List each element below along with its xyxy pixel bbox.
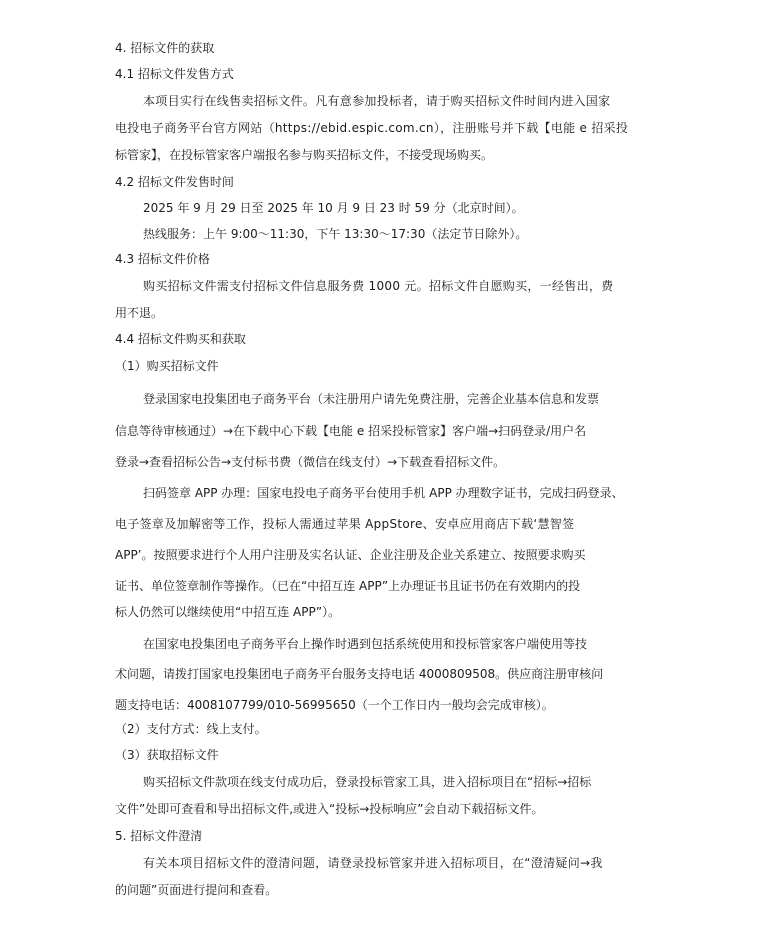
subsection-1-title: （1）购买招标文件 <box>115 359 219 373</box>
paragraph-line: 本项目实行在线售卖招标文件。凡有意参加投标者，请于购买招标文件时间内进入国家 <box>143 94 611 108</box>
paragraph-line: 登录国家电投集团电子商务平台（未注册用户请先免费注册，完善企业基本信息和发票 <box>143 392 600 406</box>
paragraph-line: 证书、单位签章制作等操作。（已在“中招互连 APP”上办理证书且证书仍在有效期内的投 <box>115 579 581 593</box>
paragraph-line: 标管家】，在投标管家客户端报名参与购买招标文件，不接受现场购买。 <box>115 148 494 162</box>
section-5-title: 5. 招标文件澄清 <box>115 829 203 843</box>
paragraph-line: 扫码签章 APP 办理：国家电投电子商务平台使用手机 APP 办理数字证书，完成扫码登录、 <box>143 486 624 500</box>
paragraph-line: 购买招标文件款项在线支付成功后，登录投标管家工具，进入招标项目在“招标→招标 <box>143 775 592 789</box>
paragraph-line: 题支持电话：4008107799/010-56995650（一个工作日内一般均会完成审核）。 <box>115 698 554 712</box>
section-4-1-title: 4.1 招标文件发售方式 <box>115 67 234 81</box>
paragraph-line: 信息等待审核通过）→在下载中心下载【电能 e 招采投标管家】客户端→扫码登录/用户名 <box>115 424 587 438</box>
section-4-2-title: 4.2 招标文件发售时间 <box>115 175 234 189</box>
paragraph-line: 电子签章及加解密等工作，投标人需通过苹果 AppStore、安卓应用商店下载‘慧智签 <box>115 517 575 531</box>
hotline-hours: 热线服务：上午 9:00～11:30，下午 13:30～17:30（法定节日除外）。 <box>143 227 528 241</box>
paragraph-line: 在国家电投集团电子商务平台上操作时遇到包括系统使用和投标管家客户端使用等技 <box>143 637 588 651</box>
subsection-3-title: （3）获取招标文件 <box>115 748 219 762</box>
paragraph-line: 文件”处即可查看和导出招标文件,或进入“投标→投标响应”会自动下载招标文件。 <box>115 802 544 816</box>
paragraph-line: 术问题，请拨打国家电投集团电子商务平台服务支持电话 4000809508。供应商注册审核问 <box>115 667 604 681</box>
section-4-title: 4. 招标文件的获取 <box>115 41 215 55</box>
paragraph-line: 登录→查看招标公告→支付标书费（微信在线支付）→下载查看招标文件。 <box>115 455 506 469</box>
paragraph-line: 购买招标文件需支付招标文件信息服务费 1000 元。招标文件自愿购买，一经售出，费 <box>143 279 614 293</box>
sale-period: 2025 年 9 月 29 日至 2025 年 10 月 9 日 23 时 59 分（北京时间）。 <box>143 201 524 215</box>
paragraph-line: 有关本项目招标文件的澄清问题，请登录投标管家并进入招标项目，在“澄清疑问→我 <box>143 856 603 870</box>
section-4-4-title: 4.4 招标文件购买和获取 <box>115 332 246 346</box>
section-4-3-title: 4.3 招标文件价格 <box>115 252 210 266</box>
paragraph-line: 用不退。 <box>115 306 164 320</box>
subsection-2-title: （2）支付方式：线上支付。 <box>115 722 267 736</box>
paragraph-line: 标人仍然可以继续使用“中招互连 APP”）。 <box>115 605 341 619</box>
paragraph-line: 电投电子商务平台官方网站（https://ebid.espic.com.cn），注册账号并下载【电能 e 招采投 <box>115 121 629 135</box>
paragraph-line: APP’。按照要求进行个人用户注册及实名认证、企业注册及企业关系建立、按照要求购买 <box>115 548 586 562</box>
paragraph-line: 的问题”页面进行提问和查看。 <box>115 883 278 897</box>
